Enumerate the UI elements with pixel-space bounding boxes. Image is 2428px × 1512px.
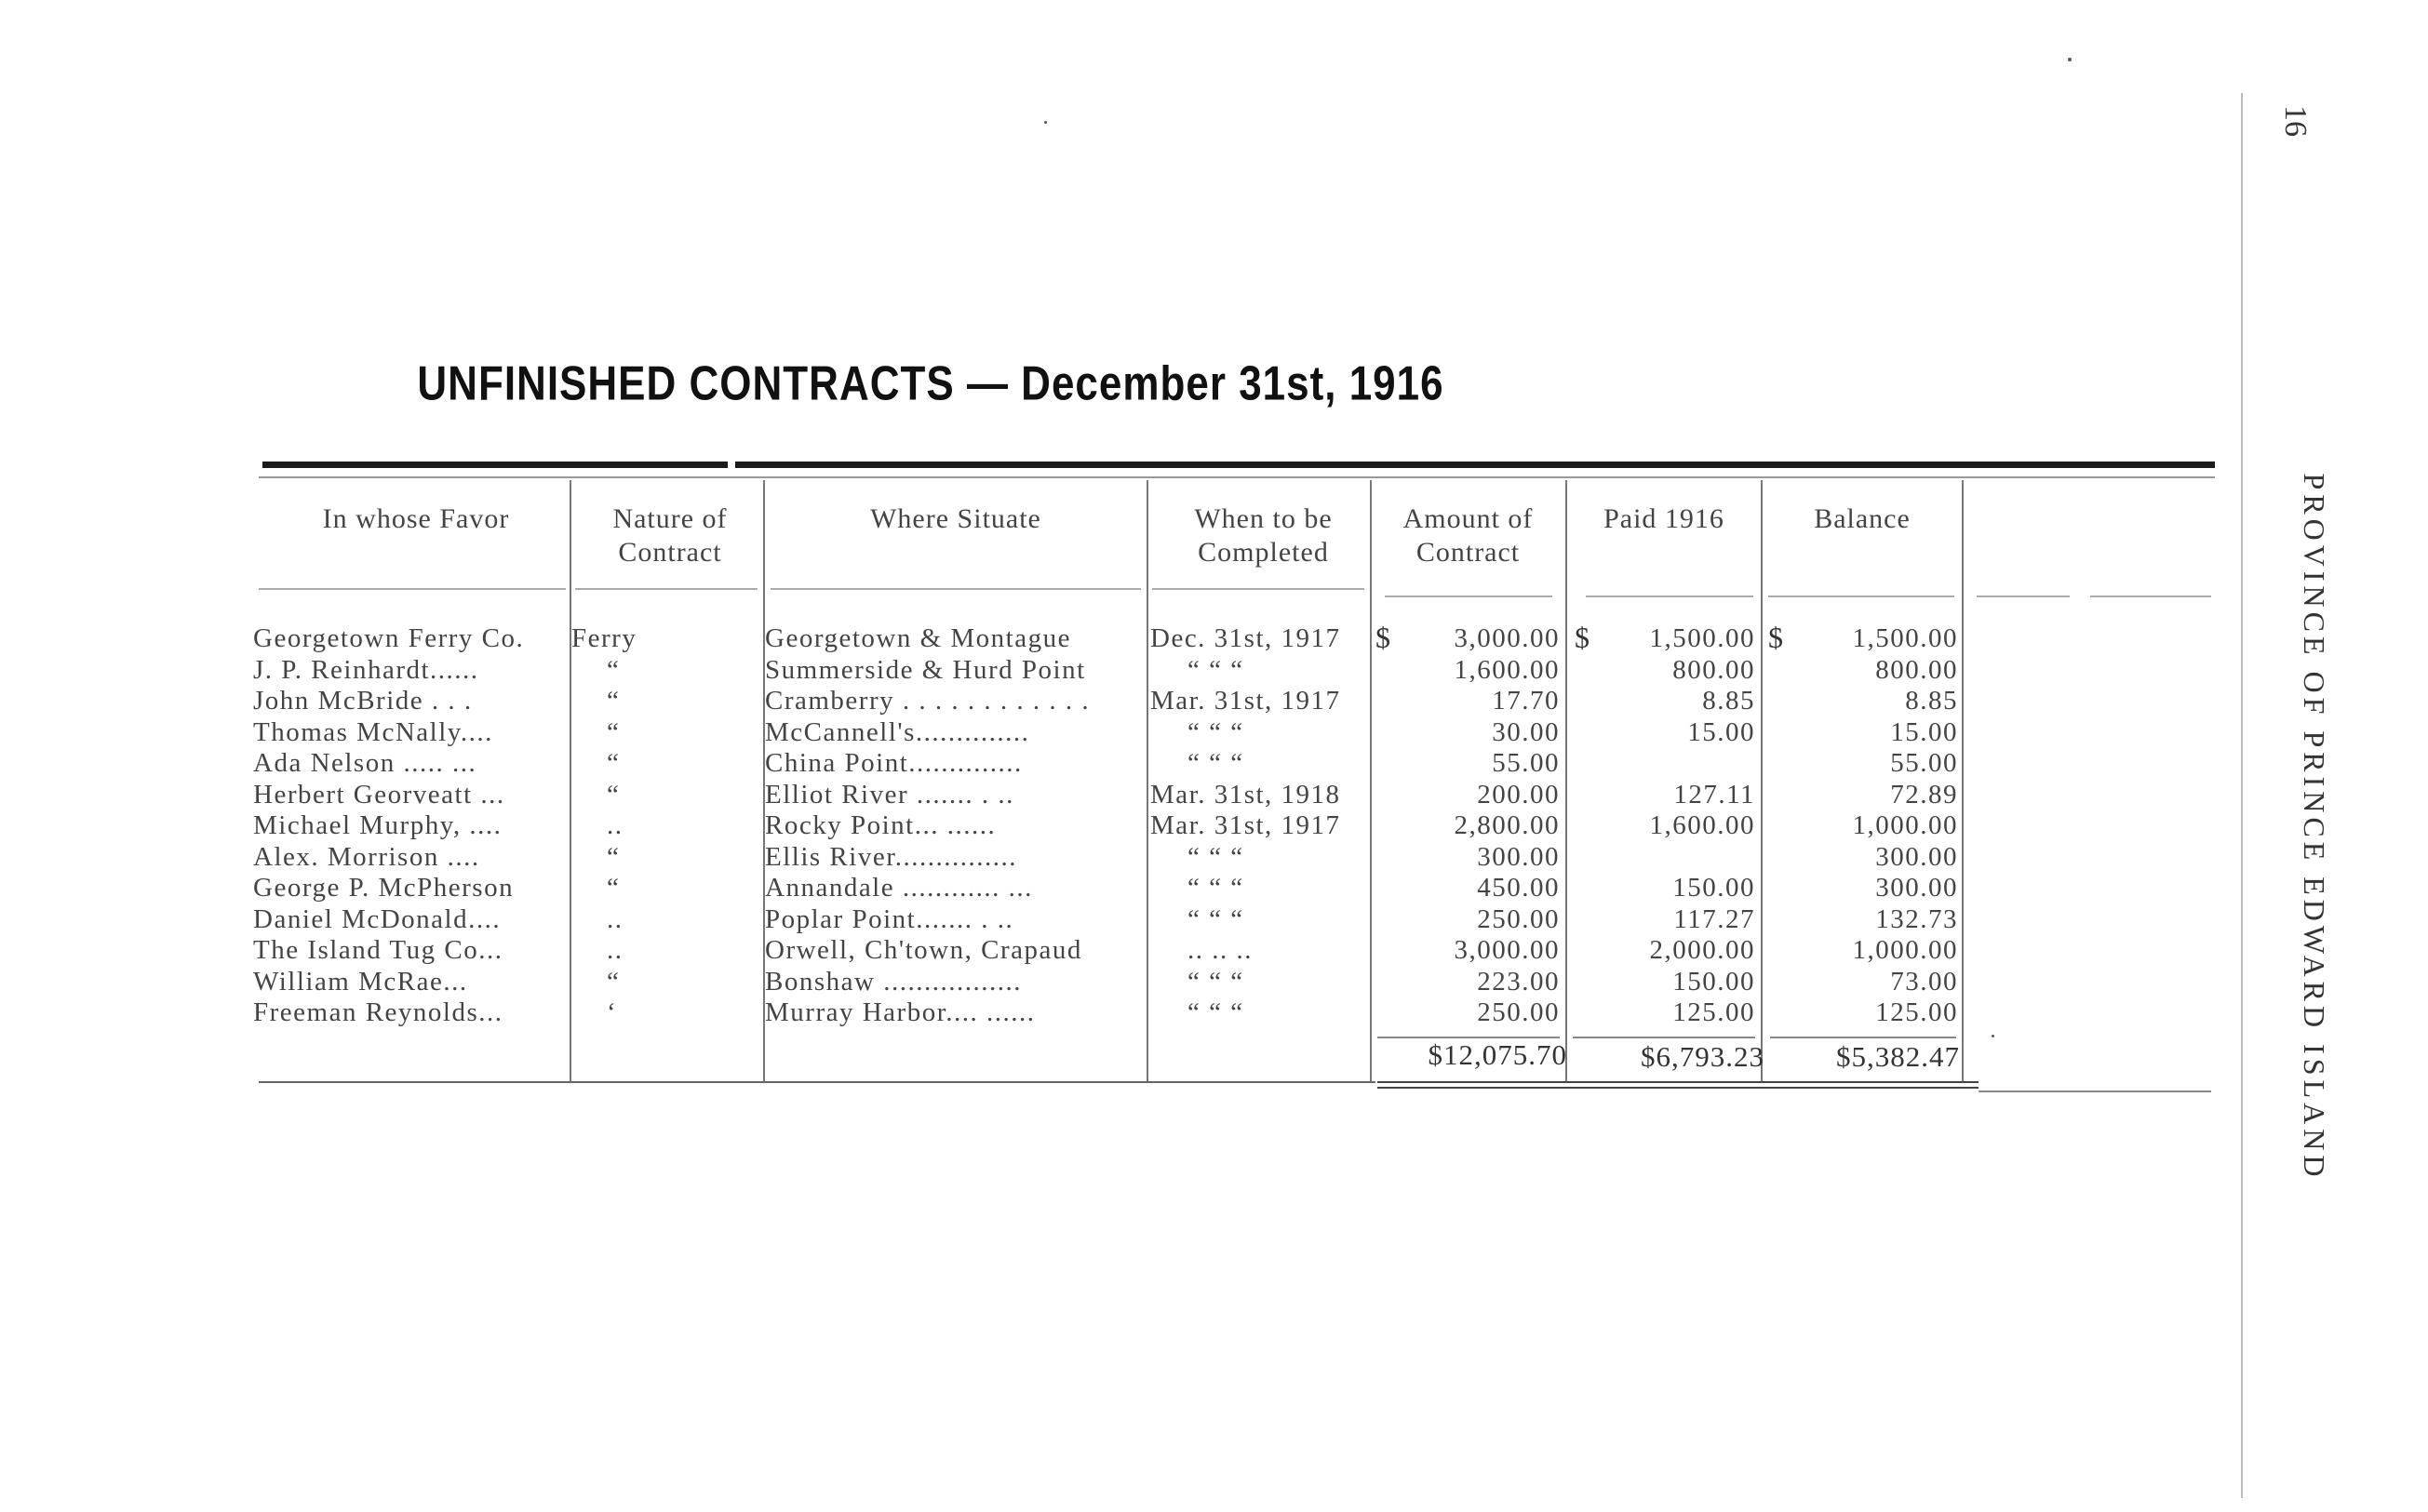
cell-favor: J. P. Reinhardt...... [253,654,479,685]
top-rule-thin [259,476,2215,478]
cell-nature: “ [607,654,621,685]
cell-favor: Herbert Georveatt ... [253,779,505,810]
cell-amount: 3,000.00 [1454,935,1560,965]
cell-when: “ “ “ [1187,716,1244,747]
column-divider [1147,480,1148,1081]
cell-where: Orwell, Ch'town, Crapaud [765,935,1082,965]
cell-amount: 300.00 [1477,841,1560,872]
header-underline [1586,595,1753,597]
cell-favor: Michael Murphy, .... [253,810,503,840]
cell-paid: 150.00 [1672,966,1755,997]
cell-balance: 1,500.00 [1852,623,1958,653]
dollar-sign: $ [1375,621,1390,654]
cell-favor: Daniel McDonald.... [253,903,502,934]
cell-amount: 17.70 [1492,686,1560,716]
cell-favor: Thomas McNally.... [253,716,493,747]
cell-paid: 8.85 [1702,686,1755,716]
header-paid: Paid 1916 [1603,503,1724,534]
cell-amount: 250.00 [1477,997,1560,1027]
sum-line [1770,1037,1956,1038]
cell-nature: “ [607,748,621,778]
header-underline [1768,595,1954,597]
header-underline [1977,595,2070,597]
header-underline [771,588,1141,590]
page-title: UNFINISHED CONTRACTS — December 31st, 1916 [417,356,1444,411]
bottom-rule [1377,1081,1979,1083]
column-divider [1565,480,1567,1081]
column-divider [1761,480,1763,1081]
cell-where: China Point.............. [765,748,1023,778]
cell-where: Georgetown & Montague [765,623,1071,653]
sum-line [1573,1037,1755,1038]
cell-amount: 2,800.00 [1454,810,1560,840]
cell-balance: 8.85 [1905,686,1958,716]
page-number: 16 [2278,105,2313,137]
cell-where: McCannell's.............. [765,716,1030,747]
cell-when: “ “ “ [1187,873,1244,903]
speck [2068,58,2072,61]
header-amount: Amount of Contract [1402,503,1534,568]
cell-when: .. .. .. [1187,935,1253,965]
cell-favor: Georgetown Ferry Co. [253,623,525,653]
header-nature: Nature of Contract [612,503,728,568]
cell-balance: 800.00 [1875,654,1958,685]
dollar-sign: $ [1768,621,1783,654]
cell-balance: 73.00 [1890,966,1958,997]
cell-where: Bonshaw ................. [765,966,1022,997]
speck [1044,121,1047,124]
cell-where: Poplar Point....... . .. [765,903,1014,934]
cell-favor: William McRae... [253,966,468,997]
cell-balance: 55.00 [1890,748,1958,778]
cell-balance: 72.89 [1890,779,1958,810]
cell-paid: 117.27 [1673,903,1755,934]
cell-balance: 300.00 [1875,873,1958,903]
cell-paid: 15.00 [1687,716,1755,747]
bottom-rule [259,1081,1375,1083]
cell-balance: 1,000.00 [1852,935,1958,965]
header-underline [1152,588,1364,590]
header-underline [2090,595,2211,597]
column-divider [1962,480,1964,1081]
cell-favor: Freeman Reynolds... [253,997,503,1027]
cell-nature: “ [607,841,621,872]
cell-where: Annandale ............ ... [765,873,1033,903]
cell-nature: “ [607,779,621,810]
cell-amount: 200.00 [1477,779,1560,810]
top-rule [735,462,2215,468]
cell-paid: 800.00 [1672,654,1755,685]
cell-paid: 1,600.00 [1649,810,1755,840]
cell-nature: “ [607,716,621,747]
header-underline [1385,595,1552,597]
cell-balance: 15.00 [1890,716,1958,747]
cell-when: “ “ “ [1187,997,1244,1027]
total-paid: $6,793.23 [1641,1040,1764,1073]
cell-nature: .. [607,935,624,965]
cell-where: Rocky Point... ...... [765,810,997,840]
cell-where: Murray Harbor.... ...... [765,997,1036,1027]
cell-where: Elliot River ....... . .. [765,779,1014,810]
cell-nature: .. [607,903,624,934]
cell-favor: The Island Tug Co... [253,935,503,965]
cell-when: “ “ “ [1187,903,1244,934]
cell-paid: 125.00 [1672,997,1755,1027]
cell-paid: 127.11 [1673,779,1755,810]
cell-when: “ “ “ [1187,841,1244,872]
cell-favor: Alex. Morrison .... [253,841,480,872]
dollar-sign: $ [1575,621,1590,654]
cell-favor: Ada Nelson ..... ... [253,748,477,778]
running-head: PROVINCE OF PRINCE EDWARD ISLAND [2298,473,2331,1182]
header-underline [259,588,566,590]
cell-balance: 125.00 [1875,997,1958,1027]
cell-when: Mar. 31st, 1917 [1150,686,1341,716]
cell-amount: 450.00 [1477,873,1560,903]
cell-nature: “ [607,873,621,903]
cell-favor: George P. McPherson [253,873,515,903]
cell-nature: ‘ [607,997,618,1027]
cell-when: Mar. 31st, 1918 [1150,779,1341,810]
cell-when: Mar. 31st, 1917 [1150,810,1341,840]
cell-nature: “ [607,686,621,716]
cell-where: Cramberry . . . . . . . . . . . . [765,686,1091,716]
page-edge [2241,93,2243,1498]
header-balance: Balance [1814,503,1911,534]
header-when: When to be Completed [1194,503,1333,568]
cell-balance: 132.73 [1875,903,1958,934]
cell-nature: .. [607,810,624,840]
cell-when: “ “ “ [1187,654,1244,685]
bottom-rule [1979,1091,2211,1092]
total-amount: $12,075.70 [1428,1038,1567,1071]
header-where: Where Situate [870,503,1041,534]
cell-balance: 1,000.00 [1852,810,1958,840]
cell-when: “ “ “ [1187,966,1244,997]
cell-where: Summerside & Hurd Point [765,654,1086,685]
speck [1992,1035,1994,1037]
header-underline [575,588,758,590]
cell-balance: 300.00 [1875,841,1958,872]
cell-where: Ellis River............... [765,841,1017,872]
cell-amount: 55.00 [1492,748,1560,778]
cell-favor: John McBride . . . [253,686,473,716]
total-balance: $5,382.47 [1836,1040,1960,1073]
cell-amount: 30.00 [1492,716,1560,747]
cell-when: “ “ “ [1187,748,1244,778]
cell-paid: 150.00 [1672,873,1755,903]
cell-nature: Ferry [571,623,637,653]
cell-amount: 3,000.00 [1454,623,1560,653]
header-favor: In whose Favor [322,503,510,534]
cell-amount: 223.00 [1477,966,1560,997]
top-rule [262,462,728,468]
cell-paid: 2,000.00 [1649,935,1755,965]
cell-amount: 250.00 [1477,903,1560,934]
cell-amount: 1,600.00 [1454,654,1560,685]
cell-nature: “ [607,966,621,997]
bottom-rule-double [1377,1087,1979,1089]
cell-when: Dec. 31st, 1917 [1150,623,1341,653]
cell-paid: 1,500.00 [1649,623,1755,653]
